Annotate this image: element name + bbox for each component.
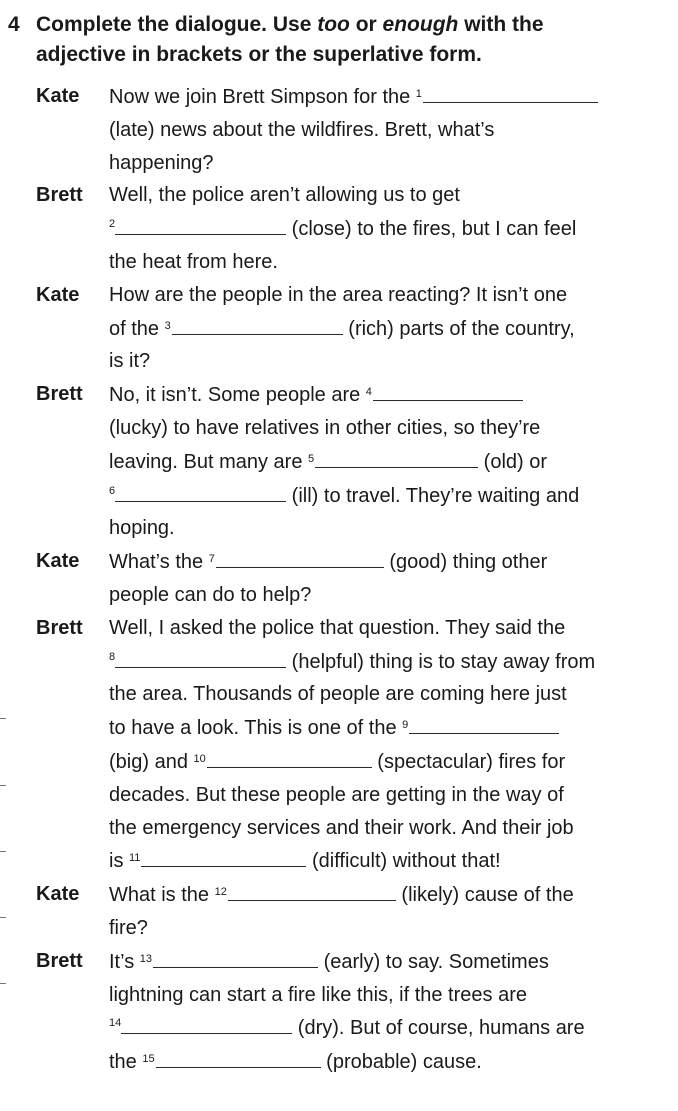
dialogue-line: 8 (helpful) thing is to stay away from bbox=[109, 645, 674, 679]
dialogue-line: No, it isn’t. Some people are $^4$ bbox=[109, 378, 674, 412]
speaker-name: Kate bbox=[36, 283, 80, 306]
dialogue-line: is it? bbox=[109, 350, 151, 373]
answer-blank-14[interactable] bbox=[121, 1011, 292, 1034]
gap-number: 9 bbox=[402, 719, 409, 732]
speaker-name: Brett bbox=[36, 616, 83, 639]
answer-blank-4[interactable] bbox=[373, 378, 523, 401]
gap-number: 6 bbox=[109, 484, 116, 497]
dialogue-line: of the $^3$ (rich) parts of the country, bbox=[109, 312, 674, 346]
dialogue-turn bbox=[0, 179, 678, 278]
answer-blank-13[interactable] bbox=[153, 945, 318, 968]
gap-number: 12 bbox=[214, 886, 227, 899]
dialogue-line: people can do to help? bbox=[109, 583, 312, 606]
dialogue-line: 6 (ill) to travel. They’re waiting and bbox=[109, 479, 674, 513]
answer-blank-15[interactable] bbox=[156, 1045, 321, 1068]
answer-blank-3[interactable] bbox=[172, 312, 343, 335]
dialogue-line: What is the $^{12}$ (likely) cause of the bbox=[109, 878, 674, 912]
dialogue-line: is $^{11}$ (difficult) without that! bbox=[109, 844, 674, 878]
gap-number: 8 bbox=[109, 650, 116, 663]
dialogue-line: It’s $^{13}$ (early) to say. Sometimes bbox=[109, 945, 674, 979]
answer-blank-9[interactable] bbox=[409, 711, 559, 734]
dialogue-turn bbox=[0, 612, 678, 878]
margin-mark bbox=[0, 718, 6, 719]
speaker-name: Kate bbox=[36, 85, 80, 107]
dialogue-line: to have a look. This is one of the $^9$ bbox=[109, 711, 674, 745]
dialogue-line: (late) news about the wildfires. Brett, what’s bbox=[109, 118, 495, 141]
dialogue-line: the area. Thousands of people are coming here just bbox=[109, 683, 567, 706]
answer-blank-5[interactable] bbox=[315, 445, 478, 468]
dialogue-line: (big) and $^{10}$ (spectacular) fires for bbox=[109, 745, 674, 779]
gap-number: 7 bbox=[208, 553, 215, 566]
gap-number: 11 bbox=[129, 852, 141, 865]
dialogue-line: happening? bbox=[109, 151, 214, 174]
answer-blank-2[interactable] bbox=[115, 212, 286, 235]
speaker-name: Brett bbox=[36, 383, 83, 406]
speaker-name: Kate bbox=[36, 550, 80, 573]
dialogue-turn bbox=[0, 279, 678, 378]
speaker-name: Brett bbox=[36, 949, 83, 972]
dialogue-line: decades. But these people are getting in the way of bbox=[109, 783, 564, 806]
answer-blank-6[interactable] bbox=[115, 479, 286, 502]
dialogue-line: Well, the police aren’t allowing us to get bbox=[109, 184, 460, 207]
answer-blank-8[interactable] bbox=[115, 645, 286, 668]
gap-number: 13 bbox=[139, 952, 153, 965]
margin-mark bbox=[0, 983, 6, 984]
answer-blank-10[interactable] bbox=[207, 745, 372, 768]
dialogue-line: lightning can start a fire like this, if the trees are bbox=[109, 983, 527, 1006]
dialogue-line: Well, I asked the police that question. They said the bbox=[109, 616, 566, 639]
gap-number: 15 bbox=[142, 1053, 155, 1066]
dialogue-line: the $^{15}$ (probable) cause. bbox=[109, 1045, 674, 1079]
answer-blank-11[interactable] bbox=[141, 844, 306, 867]
answer-blank-1[interactable] bbox=[423, 80, 598, 103]
dialogue-line: How are the people in the area reacting? It isn’t one bbox=[109, 283, 568, 306]
dialogue bbox=[0, 80, 678, 1079]
dialogue-line: 14 (dry). But of course, humans are bbox=[109, 1011, 674, 1045]
gap-number: 4 bbox=[365, 386, 372, 399]
gap-number: 5 bbox=[308, 452, 315, 465]
speaker-name: Kate bbox=[36, 883, 80, 906]
exercise-number: 4 bbox=[8, 13, 20, 36]
dialogue-turn bbox=[0, 878, 678, 945]
gap-number: 10 bbox=[193, 752, 206, 765]
dialogue-turn bbox=[0, 378, 678, 545]
speaker-name: Brett bbox=[36, 184, 83, 207]
gap-number: 3 bbox=[164, 319, 171, 332]
answer-blank-12[interactable] bbox=[228, 878, 396, 901]
dialogue-line: leaving. But many are $^5$ (old) or bbox=[109, 445, 674, 479]
dialogue-line: What’s the $^7$ (good) thing other bbox=[109, 545, 674, 579]
answer-blank-7[interactable] bbox=[216, 545, 384, 568]
exercise-instruction: Complete the dialogue. Use too or enough with the adjective in brackets or the superlative form. bbox=[36, 13, 544, 66]
gap-number: 14 bbox=[109, 1017, 122, 1030]
dialogue-line: hoping. bbox=[109, 517, 175, 540]
dialogue-turn bbox=[0, 945, 678, 1079]
gap-number: 2 bbox=[109, 218, 116, 231]
margin-mark bbox=[0, 785, 6, 786]
dialogue-line: Now we join Brett Simpson for the $^1$ bbox=[109, 80, 674, 114]
margin-mark bbox=[0, 851, 6, 852]
dialogue-turn bbox=[0, 80, 678, 179]
dialogue-line: 2 (close) to the fires, but I can feel bbox=[109, 212, 674, 246]
margin-mark bbox=[0, 917, 6, 918]
dialogue-line: fire? bbox=[109, 916, 148, 939]
dialogue-line: (lucky) to have relatives in other cities, so they’re bbox=[109, 416, 541, 439]
dialogue-turn bbox=[0, 545, 678, 612]
dialogue-line: the heat from here. bbox=[109, 250, 278, 273]
dialogue-line: the emergency services and their work. And their job bbox=[109, 816, 574, 839]
gap-number: 1 bbox=[415, 88, 422, 100]
